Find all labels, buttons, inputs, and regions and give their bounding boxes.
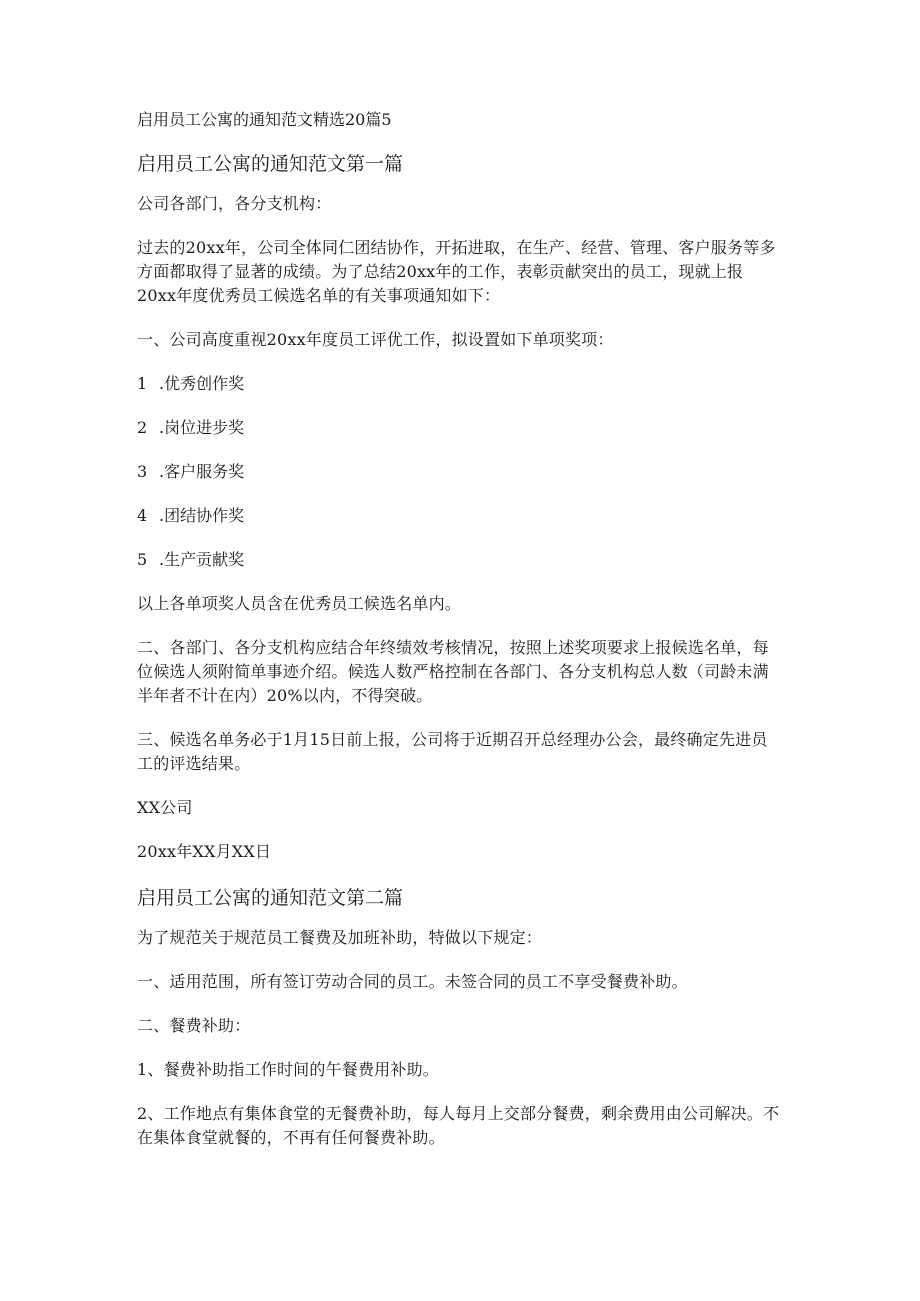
section2-sub-two: 2、工作地点有集体食堂的无餐费补助，每人每月上交部分餐费，剩余费用由公司解决。不在集体食堂就餐的，不再有任何餐费补助。 — [137, 1104, 780, 1147]
section2-sub-one: 1、餐费补助指工作时间的午餐费用补助。 — [137, 1060, 439, 1079]
award-item — [137, 460, 782, 484]
point-three: 三、候选名单务必于1月15日前上报，公司将于近期召开总经理办公会，最终确定先进员工的评选结果。 — [137, 730, 768, 773]
award-number: 2 — [137, 418, 148, 437]
point-two: 二、各部门、各分支机构应结合年终绩效考核情况，按照上述奖项要求上报候选名单，每位候选人须附简单事迹介绍。候选人数严格控制在各部门、各分支机构总人数（司龄未满半年者不计在内）20%以内，不得突破。 — [137, 638, 769, 705]
award-label: .岗位进步奖 — [159, 418, 245, 437]
document-title: 启用员工公寓的通知范文精选20篇5 — [137, 110, 392, 129]
award-number: 4 — [137, 506, 148, 525]
greeting: 公司各部门，各分支机构： — [137, 194, 332, 213]
award-item — [137, 372, 782, 396]
award-item — [137, 504, 782, 528]
signature: XX公司 — [137, 798, 193, 817]
award-label: .团结协作奖 — [159, 506, 245, 525]
section-heading-2: 启用员工公寓的通知范文第二篇 — [137, 887, 404, 909]
document-page — [137, 108, 782, 1170]
awards-note: 以上各单项奖人员含在优秀员工候选名单内。 — [137, 594, 462, 613]
intro-paragraph: 过去的20xx年，公司全体同仁团结协作，开拓进取，在生产、经营、管理、客户服务等多方面都取得了显著的成绩。为了总结20xx年的工作，表彰贡献突出的员工，现就上报20xx年度优秀员工候选名单的有关事项通知如下： — [137, 238, 776, 305]
point-one: 一、公司高度重视20xx年度员工评优工作，拟设置如下单项奖项： — [137, 330, 614, 349]
award-number: 5 — [137, 550, 148, 569]
date-line: 20xx年XX月XX日 — [137, 842, 272, 861]
section2-intro: 为了规范关于规范员工餐费及加班补助，特做以下规定： — [137, 928, 543, 947]
award-label: .客户服务奖 — [159, 462, 245, 481]
award-number: 1 — [137, 374, 148, 393]
award-label: .优秀创作奖 — [159, 374, 245, 393]
section2-point-one: 一、适用范围，所有签订劳动合同的员工。未签合同的员工不享受餐费补助。 — [137, 972, 688, 991]
award-number: 3 — [137, 462, 148, 481]
award-label: .生产贡献奖 — [159, 550, 245, 569]
award-item — [137, 416, 782, 440]
section-heading-1: 启用员工公寓的通知范文第一篇 — [137, 153, 404, 175]
award-item — [137, 548, 782, 572]
section2-point-two: 二、餐费补助： — [137, 1016, 251, 1035]
